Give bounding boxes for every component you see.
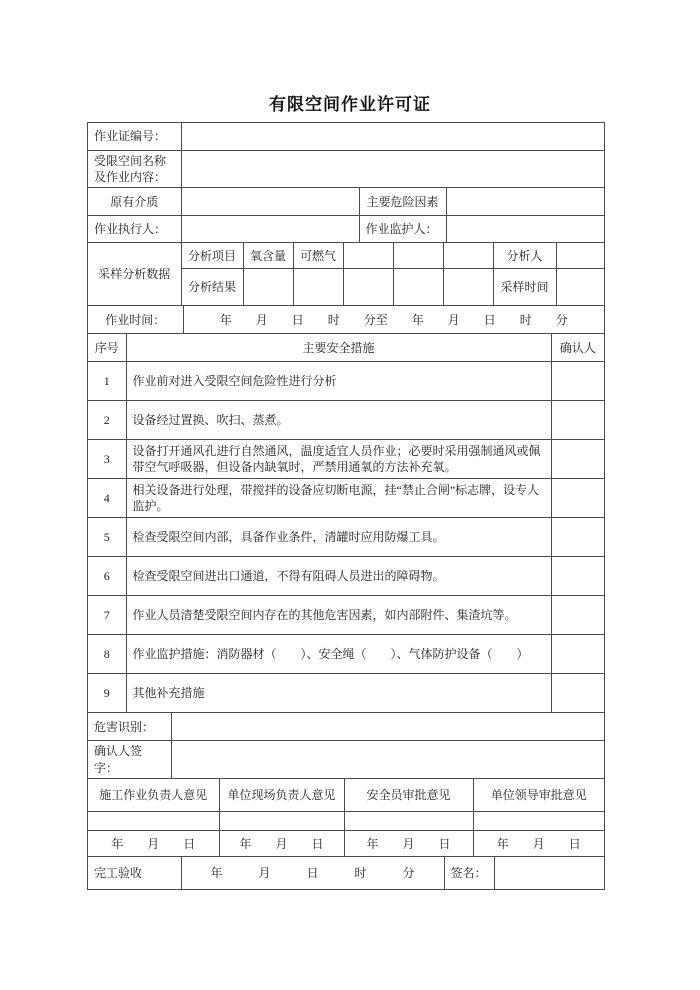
measure-confirm-blank <box>551 439 604 478</box>
measure-no: 4 <box>88 478 126 517</box>
section-sampling <box>88 243 604 306</box>
completion-label: 完工验收 <box>88 857 181 889</box>
opinion-header-site: 单位现场负责人意见 <box>219 779 344 812</box>
completion-sign-label: 签名： <box>444 857 494 889</box>
guardian-label: 作业监护人： <box>359 216 446 243</box>
section-opinions <box>88 779 604 858</box>
oxygen-col-header: 氧含量 <box>243 243 293 268</box>
opinion-date-1: 年 月 日 <box>88 831 219 857</box>
opinion-date-4: 年 月 日 <box>473 831 604 857</box>
opinion-date-3: 年 月 日 <box>344 831 473 857</box>
measure-no: 9 <box>88 673 126 712</box>
section-measures <box>88 334 604 713</box>
measure-no: 8 <box>88 634 126 673</box>
executor-label: 作业执行人： <box>88 216 181 243</box>
measure-confirm-blank <box>551 400 604 439</box>
measure-row <box>88 361 604 400</box>
measures-header <box>88 334 604 361</box>
hazard-id-label: 危害识别： <box>88 713 171 741</box>
opinion-sign-blank-4 <box>473 812 604 831</box>
page-title: 有限空间作业许可证 <box>269 95 431 114</box>
measure-confirm-blank <box>551 517 604 556</box>
space-name-blank <box>181 150 604 187</box>
measure-confirm-blank <box>551 361 604 400</box>
measure-text: 检查受限空间内部，具备作业条件，清罐时应用防爆工具。 <box>126 517 551 556</box>
measure-no: 7 <box>88 595 126 634</box>
measure-no: 5 <box>88 517 126 556</box>
result-flammable-blank <box>293 268 343 305</box>
measure-confirm-blank <box>551 595 604 634</box>
opinion-sign-blank-3 <box>344 812 473 831</box>
measure-text: 作业前对进入受限空间危险性进行分析 <box>126 361 551 400</box>
measure-row <box>88 517 604 556</box>
analyst-blank <box>556 243 604 268</box>
result-blank-1 <box>343 268 393 305</box>
hazard-id-blank <box>171 713 604 741</box>
analysis-item-blank-1 <box>343 243 393 268</box>
measure-text: 设备打开通风孔进行自然通风，温度适宜人员作业；必要时采用强制通风或佩带空气呼吸器，但设备内缺氧时，严禁用通氧的方法补充氧。 <box>126 439 551 478</box>
measure-confirm-blank <box>551 634 604 673</box>
result-blank-3 <box>443 268 493 305</box>
section-hazard-id <box>88 713 604 779</box>
measure-confirm-blank <box>551 556 604 595</box>
opinion-header-leader: 单位领导审批意见 <box>473 779 604 812</box>
space-name-label: 受限空间名称及作业内容： <box>88 150 181 187</box>
medium-label: 原有介质 <box>88 188 181 216</box>
measures-body <box>88 361 604 712</box>
measure-text: 作业人员清楚受限空间内存在的其他危害因素，如内部附件、集渣坑等。 <box>126 595 551 634</box>
measure-no: 2 <box>88 400 126 439</box>
work-time-blank: 年 月 日 时 分至 年 月 日 时 分 <box>183 306 604 334</box>
measure-confirm-blank <box>551 673 604 712</box>
hazard-factor-label: 主要危险因素 <box>359 188 446 216</box>
guardian-blank <box>446 216 604 243</box>
measure-no: 3 <box>88 439 126 478</box>
measure-row <box>88 595 604 634</box>
sampling-section-label: 采样分析数据 <box>88 243 181 305</box>
permit-no-blank <box>181 123 604 150</box>
sample-time-blank <box>556 268 604 305</box>
analysis-item-blank-3 <box>443 243 493 268</box>
section-people <box>88 188 604 244</box>
section-work-time <box>88 306 604 335</box>
measure-no: 1 <box>88 361 126 400</box>
executor-blank <box>181 216 359 243</box>
analyst-label: 分析人 <box>493 243 556 268</box>
analysis-item-label: 分析项目 <box>181 243 243 268</box>
sample-time-label: 采样时间 <box>493 268 556 305</box>
measures-no-header: 序号 <box>88 334 126 361</box>
opinion-date-2: 年 月 日 <box>219 831 344 857</box>
opinion-sign-blank-2 <box>219 812 344 831</box>
permit-form-table <box>87 122 605 890</box>
work-time-label: 作业时间： <box>88 306 183 334</box>
measure-text: 作业监护措施：消防器材（ ）、安全绳（ ）、气体防护设备（ ） <box>126 634 551 673</box>
permit-no-label: 作业证编号： <box>88 123 181 150</box>
analysis-result-label: 分析结果 <box>181 268 243 305</box>
flammable-col-header: 可燃气 <box>293 243 343 268</box>
section-header <box>88 123 604 188</box>
measure-text: 相关设备进行处理，带搅拌的设备应切断电源，挂“禁止合闸”标志牌，设专人监护。 <box>126 478 551 517</box>
measure-row <box>88 673 604 712</box>
section-completion <box>88 857 604 889</box>
measure-row <box>88 400 604 439</box>
measure-row <box>88 478 604 517</box>
measure-text: 设备经过置换、吹扫、蒸煮。 <box>126 400 551 439</box>
measure-row <box>88 634 604 673</box>
result-blank-2 <box>393 268 443 305</box>
opinion-header-constructor: 施工作业负责人意见 <box>88 779 219 812</box>
measures-confirm-header: 确认人 <box>551 334 604 361</box>
medium-blank <box>181 188 359 216</box>
measures-main-header: 主要安全措施 <box>126 334 551 361</box>
measure-row <box>88 439 604 478</box>
measure-no: 6 <box>88 556 126 595</box>
opinion-header-safety: 安全员审批意见 <box>344 779 473 812</box>
hazard-factor-blank <box>446 188 604 216</box>
opinion-sign-blank-1 <box>88 812 219 831</box>
measure-text: 其他补充措施 <box>126 673 551 712</box>
measure-confirm-blank <box>551 478 604 517</box>
measure-row <box>88 556 604 595</box>
confirm-sign-label: 确认人签字： <box>88 741 171 778</box>
completion-date-blank: 年 月 日 时 分 <box>181 857 444 889</box>
result-oxygen-blank <box>243 268 293 305</box>
completion-sign-blank <box>494 857 604 889</box>
analysis-item-blank-2 <box>393 243 443 268</box>
confirm-sign-blank <box>171 741 604 778</box>
measure-text: 检查受限空间进出口通道，不得有阻碍人员进出的障碍物。 <box>126 556 551 595</box>
